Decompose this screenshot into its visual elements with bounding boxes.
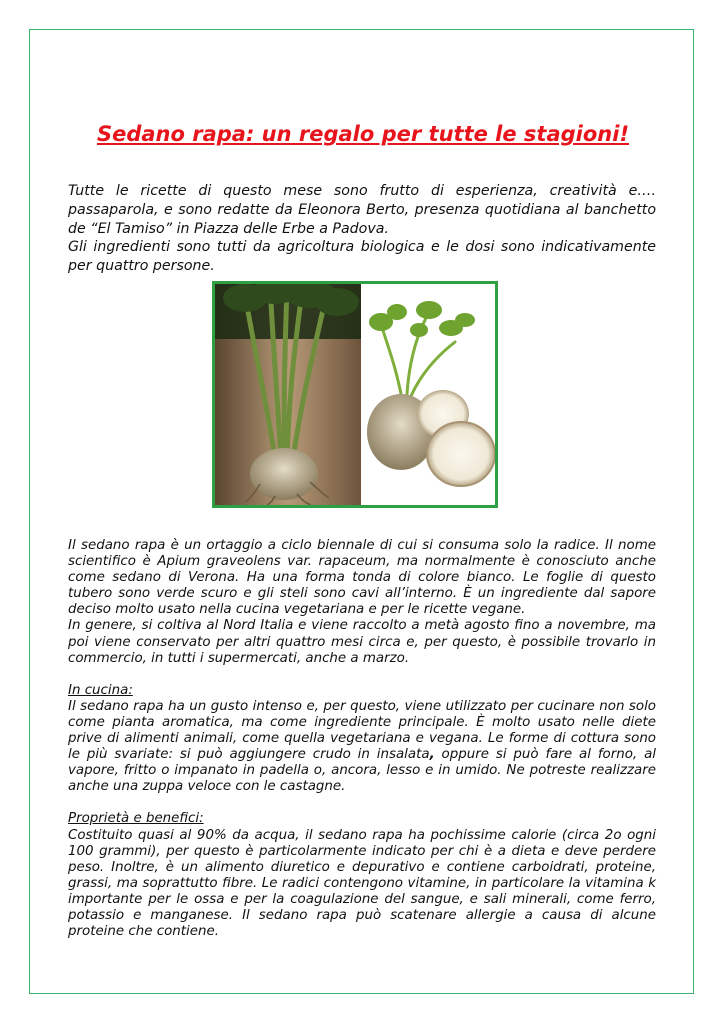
kitchen-text-end: oppure si può fare al forno, al vapore, fritto o impanato in padella o, ancora, lesso e in umido. Ne potreste realizzare anche una zuppa veloce con le castagne. <box>68 747 656 795</box>
intro-paragraph: Tutte le ricette di questo mese sono frutto di esperienza, creatività e…. passaparola, e sono redatte da Eleonora Berto, presenza quotidiana al banchetto de “El Tamiso” in Piazza delle Erbe a Padova. <box>68 183 656 237</box>
article-body <box>68 538 656 940</box>
description-paragraph: In genere, si coltiva al Nord Italia e viene raccolto a metà agosto fino a novembre, ma poi viene conservato per altri quattro mesi circa e, per questo, è possibile trovarlo in commercio, in tutti i supermercati, anche a marzo. <box>68 618 656 666</box>
celeriac-photo <box>212 281 498 508</box>
kitchen-paragraph <box>68 699 656 796</box>
description-paragraph: Il sedano rapa è un ortaggio a ciclo biennale di cui si consuma solo la radice. Il nome scientifico è Apium graveolens var. rapaceum, ma normalmente è conosciuto anche come sedano di Verona. Ha una forma tonda di colore bianco. Le foglie di questo tubero sono verde scuro e gli steli sono cavi all’interno. È un ingrediente dal sapore deciso molto usato nella cucina vegetariana e per le ricette vegane. <box>68 538 656 618</box>
properties-paragraph: Costituito quasi al 90% da acqua, il sedano rapa ha pochissime calorie (circa 2o ogni 100 grammi), per questo è particolarmente indicato per chi è a dieta e deve perdere peso. Inoltre, è un alimento diuretico e depurativo e contiene carboidrati, proteine, grassi, ma soprattutto fibre. Le radici contengono vitamine, in particolare la vitamina k importante per le ossa e per la coagulazione del sangue, e sali minerali, come ferro, potassio e manganese. Il sedano rapa può scatenare allergie a causa di alcune proteine che contiene. <box>68 827 656 940</box>
properties-heading: Proprietà e benefici: <box>68 811 204 827</box>
paragraph-gap <box>68 667 656 683</box>
paragraph-gap <box>68 795 656 811</box>
page-title: Sedano rapa: un regalo per tutte le stagioni! <box>96 122 630 146</box>
kitchen-bold-comma: , <box>429 747 435 763</box>
celeriac-left-image <box>215 284 361 505</box>
celeriac-right-image <box>361 284 495 505</box>
intro-section <box>68 182 656 276</box>
kitchen-text-start: Il sedano rapa ha un gusto intenso e, per questo, viene utilizzato per cucinare non solo come pianta aromatica, ma come ingrediente principale. È molto usato nelle diete prive di alimenti animali, come quella vegetariana e vegana. Le forme di cottura sono le più svariate: si può aggiungere crudo in insalata <box>68 698 656 763</box>
intro-paragraph: Gli ingredienti sono tutti da agricoltura biologica e le dosi sono indicativamente per quattro persone. <box>68 239 656 275</box>
kitchen-heading: In cucina: <box>68 682 133 698</box>
